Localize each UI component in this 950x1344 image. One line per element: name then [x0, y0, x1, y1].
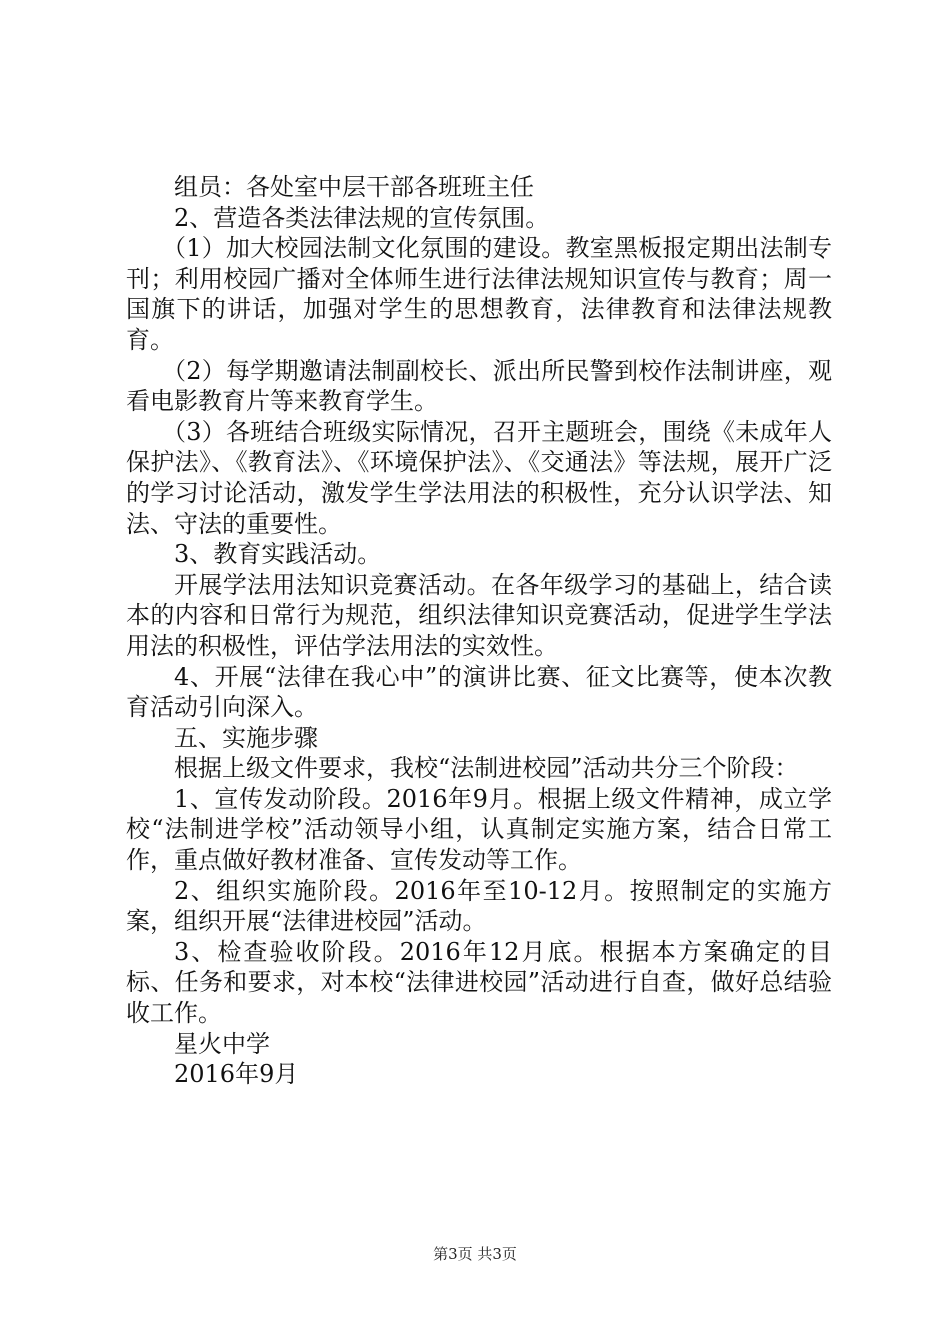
page-footer: 第3页 共3页 — [433, 1245, 517, 1263]
signature-date: 2016年9月 — [174, 1060, 299, 1089]
members-line: 组员：各处室中层干部各班班主任 — [174, 173, 534, 201]
document-body — [126, 172, 832, 1090]
stage-3-paragraph: 3、检查验收阶段。2016年12月底。根据本方案确定的目标、任务和要求，对本校“法律进校园”活动进行自查，做好总结验收工作。 — [126, 937, 832, 1028]
item-2-paragraph: （2）每学期邀请法制副校长、派出所民警到校作法制讲座，观看电影教育片等来教育学生。 — [126, 356, 832, 416]
section-5-heading: 五、实施步骤 — [174, 723, 318, 752]
section-2-heading: 2、营造各类法律法规的宣传氛围。 — [174, 203, 550, 232]
stages-intro: 根据上级文件要求，我校“法制进校园”活动共分三个阶段： — [174, 754, 799, 783]
section-3-heading: 3、教育实践活动。 — [174, 540, 382, 569]
signature-school: 星火中学 — [174, 1029, 270, 1058]
stage-2-paragraph: 2、组织实施阶段。2016年至10-12月。按照制定的实施方案，组织开展“法律进校园”活动。 — [126, 876, 832, 936]
item-1-paragraph: （1）加大校园法制文化氛围的建设。教室黑板报定期出法制专刊；利用校园广播对全体师生进行法律法规知识宣传与教育；周一国旗下的讲话，加强对学生的思想教育，法律教育和法律法规教育。 — [126, 234, 832, 354]
section-4-paragraph: 4、开展“法律在我心中”的演讲比赛、征文比赛等，使本次教育活动引向深入。 — [126, 662, 832, 722]
competition-paragraph: 开展学法用法知识竞赛活动。在各年级学习的基础上，结合读本的内容和日常行为规范，组织法律知识竞赛活动，促进学生学法用法的积极性，评估学法用法的实效性。 — [126, 570, 832, 660]
item-3-paragraph: （3）各班结合班级实际情况，召开主题班会，围绕《未成年人保护法》、《教育法》、《环境保护法》、《交通法》等法规，展开广泛的学习讨论活动，激发学生学法用法的积极性，充分认识学法、知法、守法的重要性。 — [126, 417, 832, 538]
stage-1-paragraph: 1、宣传发动阶段。2016年9月。根据上级文件精神，成立学校“法制进学校”活动领导小组，认真制定实施方案，结合日常工作，重点做好教材准备、宣传发动等工作。 — [126, 784, 832, 875]
